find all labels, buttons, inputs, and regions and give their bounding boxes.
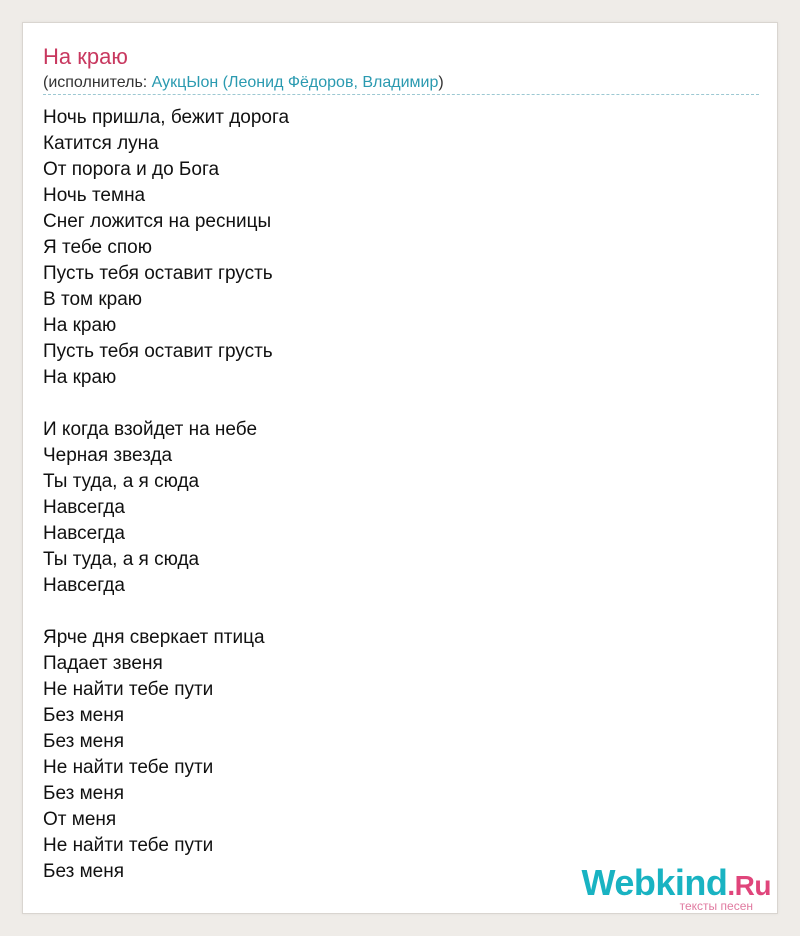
performer-prefix: (исполнитель: — [43, 74, 152, 91]
lyric-line: Ночь пришла, бежит дорога — [43, 107, 290, 128]
lyric-line: Катится луна — [43, 133, 159, 154]
lyric-line: Навсегда — [43, 497, 125, 518]
lyric-line: Снег ложится на ресницы — [43, 211, 272, 232]
lyric-line: Навсегда — [43, 523, 125, 544]
lyric-line: Не найти тебе пути — [43, 679, 214, 700]
lyric-line: Не найти тебе пути — [43, 757, 214, 778]
song-title: На краю — [43, 44, 128, 69]
lyric-line: Пусть тебя оставит грусть — [43, 263, 273, 284]
performer-suffix: ) — [438, 74, 444, 91]
title-divider — [43, 94, 759, 95]
lyric-line: На краю — [43, 315, 117, 336]
stanza-3 — [43, 625, 289, 885]
lyrics-card — [22, 22, 778, 914]
performer-link[interactable]: АукцЫон (Леонид Фёдоров, Владимир — [151, 74, 439, 91]
stanza-2 — [43, 417, 289, 599]
stanza-gap — [43, 599, 289, 625]
logo-domain-text: .Ru — [727, 870, 771, 901]
lyric-line: Ты туда, а я сюда — [43, 549, 200, 570]
logo-main-text: Webkind — [581, 862, 728, 903]
lyric-line: Ты туда, а я сюда — [43, 471, 200, 492]
lyric-line: Ярче дня сверкает птица — [43, 627, 265, 648]
lyric-line: Без меня — [43, 861, 125, 882]
lyric-line: И когда взойдет на небе — [43, 419, 258, 440]
stanza-1 — [43, 105, 289, 391]
site-logo[interactable] — [571, 863, 771, 911]
lyric-line: От порога и до Бога — [43, 159, 220, 180]
logo-tagline: тексты песен — [679, 899, 753, 913]
lyric-line: Навсегда — [43, 575, 125, 596]
lyric-line: Падает звеня — [43, 653, 163, 674]
lyric-line: Ночь темна — [43, 185, 146, 206]
lyric-line: Пусть тебя оставит грусть — [43, 341, 273, 362]
lyric-line: Без меня — [43, 705, 125, 726]
lyric-line: От меня — [43, 809, 117, 830]
lyric-line: Черная звезда — [43, 445, 173, 466]
lyrics-text — [43, 105, 289, 885]
lyric-line: В том краю — [43, 289, 143, 310]
lyric-line: Без меня — [43, 731, 125, 752]
lyric-line: Не найти тебе пути — [43, 835, 214, 856]
stanza-gap — [43, 391, 289, 417]
lyric-line: На краю — [43, 367, 117, 388]
lyric-line: Без меня — [43, 783, 125, 804]
lyric-line: Я тебе спою — [43, 237, 152, 258]
performer-line — [43, 73, 444, 93]
